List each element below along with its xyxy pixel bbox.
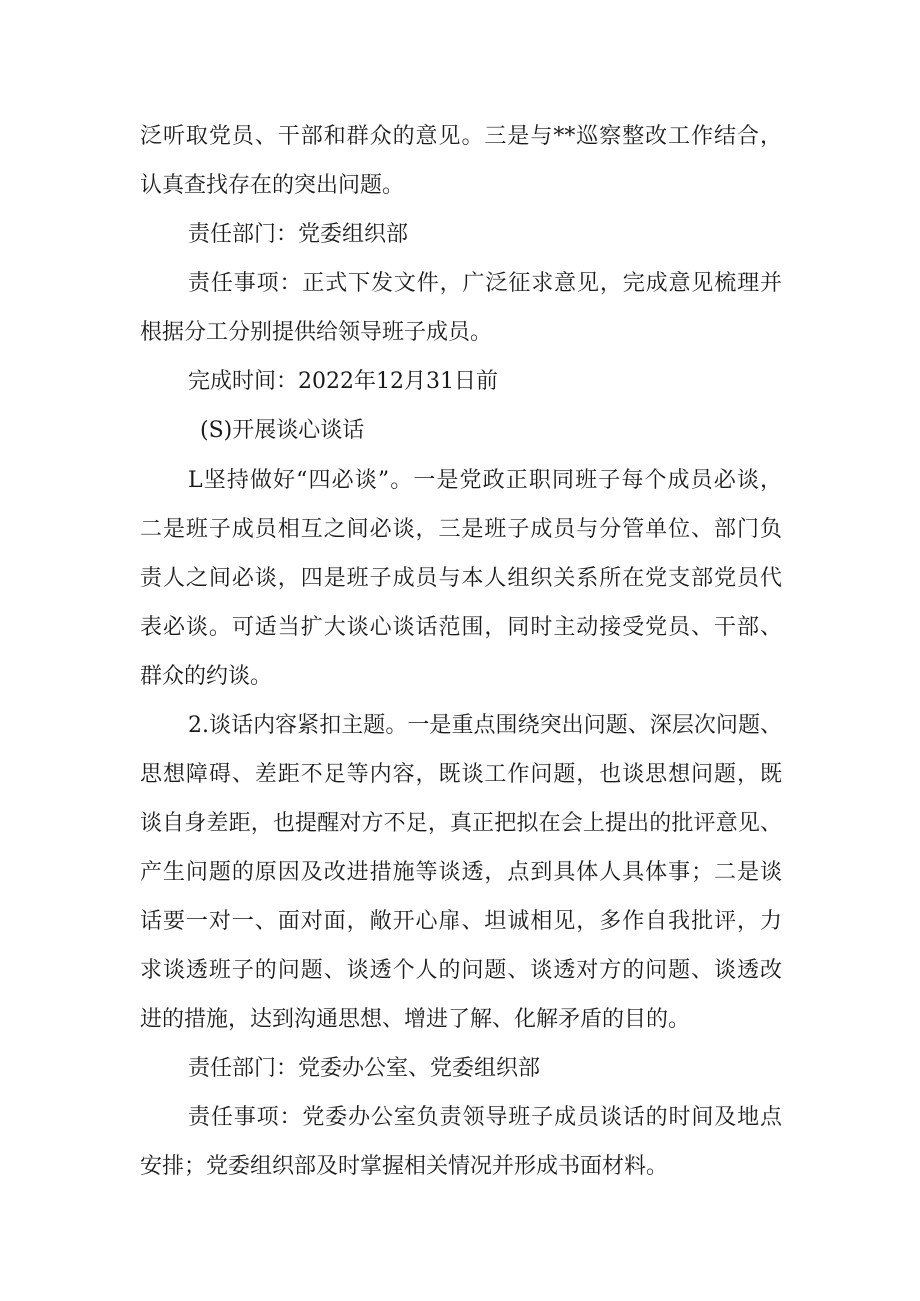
section-heading: (S)开展谈心谈话: [200, 418, 365, 443]
responsible-dept-line: 责任部门：党委组织部: [188, 222, 409, 247]
text-line: 二是班子成员相互之间必谈，三是班子成员与分管单位、部门负: [140, 517, 782, 542]
text-line: 根据分工分别提供给领导班子成员。: [140, 320, 493, 345]
responsible-item-line: 责任事项：正式下发文件，广泛征求意见，完成意见梳理并: [188, 271, 782, 296]
text-line: 话要一对一、面对面，敞开心扉、坦诚相见，多作自我批评，力: [140, 909, 782, 934]
text-line: 进的措施，达到沟通思想、增进了解、化解矛盾的目的。: [140, 1007, 691, 1032]
text-line: 思想障碍、差距不足等内容，既谈工作问题，也谈思想问题，既: [140, 762, 782, 787]
text-line: L坚持做好“四必谈”。一是党政正职同班子每个成员必谈，: [188, 468, 782, 493]
responsible-dept-line: 责任部门：党委办公室、党委组织部: [188, 1056, 541, 1081]
responsible-item-line: 责任事项：党委办公室负责领导班子成员谈话的时间及地点: [188, 1105, 782, 1130]
text-line: 泛听取党员、干部和群众的意见。三是与**巡察整改工作结合，: [140, 124, 782, 149]
text-line: 责人之间必谈，四是班子成员与本人组织关系所在党支部党员代: [140, 566, 782, 591]
text-line: 产生问题的原因及改进措施等谈透，点到具体人具体事；二是谈: [140, 860, 782, 885]
text-line: 谈自身差距，也提醒对方不足，真正把拟在会上提出的批评意见、: [140, 811, 782, 836]
text-line: 求谈透班子的问题、谈透个人的问题、谈透对方的问题、谈透改: [140, 958, 782, 983]
text-line: 群众的约谈。: [140, 664, 273, 689]
text-line: 安排；党委组织部及时掌握相关情况并形成书面材料。: [140, 1154, 669, 1179]
text-line: 认真查找存在的突出问题。: [140, 173, 405, 198]
text-line: 表必谈。可适当扩大谈心谈话范围，同时主动接受党员、干部、: [140, 615, 782, 640]
text-line: 2.谈话内容紧扣主题。一是重点围绕突出问题、深层次问题、: [188, 713, 782, 738]
deadline-line: 完成时间：2022年12月31日前: [188, 369, 498, 394]
